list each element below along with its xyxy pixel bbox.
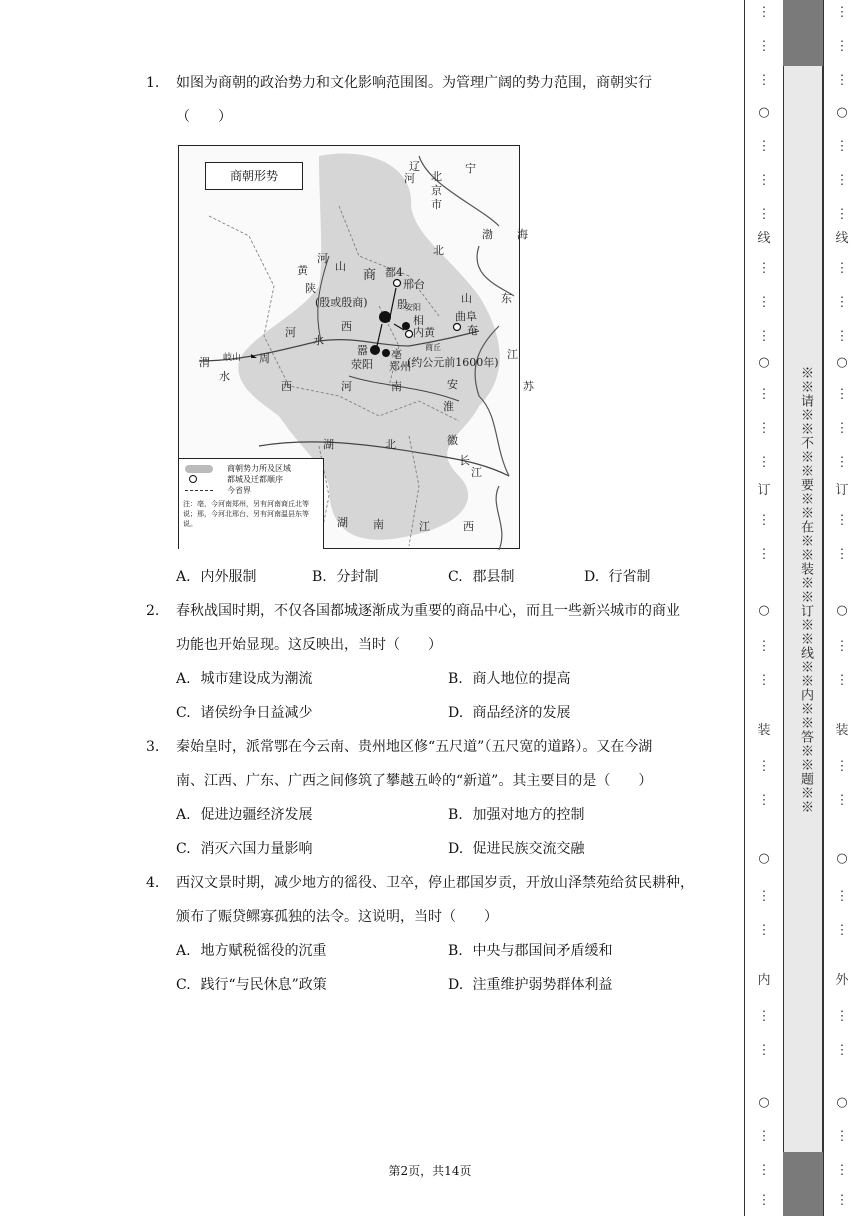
legend-item: 今省界 [227, 486, 251, 495]
map-label: 渤 [482, 228, 493, 241]
map-label: 河 [341, 380, 352, 393]
dots: ⋮ [835, 923, 849, 938]
dots: ⋮ [835, 39, 849, 54]
dots: ⋮ [835, 421, 849, 436]
dots: ⋮ [757, 1043, 771, 1058]
dots: ⋮ [757, 1129, 771, 1144]
circle-mark: ○ [758, 355, 770, 370]
binding-label: 外 [835, 973, 849, 988]
dots: ⋮ [835, 1009, 849, 1024]
option-text: 行省制 [608, 569, 651, 585]
dots: ⋮ [835, 455, 849, 470]
option-d[interactable] [584, 560, 650, 594]
map-label: 北 [385, 438, 396, 451]
option-a[interactable] [176, 662, 312, 696]
map-legend [179, 458, 324, 549]
map-label: 北 [433, 244, 444, 257]
dots: ⋮ [835, 5, 849, 20]
map-label: 安阳 [405, 303, 421, 312]
inner-binding-column [754, 0, 774, 1216]
dots: ⋮ [757, 639, 771, 654]
dots: ⋮ [757, 455, 771, 470]
dots: ⋮ [757, 1009, 771, 1024]
option-text: 加强对地方的控制 [472, 807, 585, 823]
question-stem-line: （ ） [176, 109, 232, 125]
dots: ⋮ [835, 139, 849, 154]
map-label: 西 [341, 320, 352, 333]
option-b[interactable] [448, 798, 584, 832]
dots: ⋮ [757, 547, 771, 562]
map-label: 淮 [443, 400, 454, 413]
option-label: A. [176, 671, 191, 687]
map-label: 河 [317, 252, 328, 265]
map-label: 长 [459, 454, 470, 467]
dots: ⋮ [835, 329, 849, 344]
map-label: 西 [463, 520, 474, 533]
map-label: 宁 [465, 162, 476, 175]
dots: ⋮ [835, 793, 849, 808]
question-number: 3. [146, 739, 160, 755]
option-label: B. [448, 671, 463, 687]
map-label: 湖 [323, 438, 334, 451]
map-label: 嚣 [357, 344, 368, 357]
map-title: 商朝形势 [205, 162, 303, 190]
option-b[interactable] [448, 662, 570, 696]
question-3 [146, 730, 726, 798]
binding-label: 装 [757, 723, 771, 738]
gray-block-bottom [783, 1152, 823, 1216]
question-number: 4. [146, 875, 160, 891]
question-1-options [176, 560, 696, 594]
map-label: 河 [285, 326, 296, 339]
option-text: 内外服制 [200, 569, 257, 585]
dots: ⋮ [835, 547, 849, 562]
question-stem-line: 西汉文景时期，减少地方的徭役、卫卒，停止郡国岁贡，开放山泽禁苑给贫民耕种， [176, 875, 694, 891]
map-label: 京 [431, 184, 442, 197]
dots: ⋮ [757, 329, 771, 344]
map-label: (约公元前1600年) [407, 356, 499, 369]
option-text: 诸侯纷争日益减少 [200, 705, 313, 721]
dots: ⋮ [835, 639, 849, 654]
dots: ⋮ [835, 889, 849, 904]
option-text: 商人地位的提高 [472, 671, 571, 687]
map-label: 东 [501, 292, 512, 305]
dots: ⋮ [757, 295, 771, 310]
map-label: 黄 [297, 264, 308, 277]
border-line-icon [185, 490, 213, 491]
option-c[interactable] [176, 696, 312, 730]
option-c[interactable] [448, 560, 514, 594]
option-d[interactable] [448, 968, 612, 1002]
question-3-options-row1 [176, 798, 716, 832]
legend-swatch-icon [185, 465, 213, 473]
option-text: 分封制 [336, 569, 379, 585]
map-label: 奄 [467, 324, 478, 337]
option-d[interactable] [448, 696, 570, 730]
question-1 [146, 66, 726, 134]
map-label: 江 [471, 466, 482, 479]
option-label: C. [176, 977, 191, 993]
circle-mark: ○ [758, 1095, 770, 1110]
option-c[interactable] [176, 968, 327, 1002]
option-text: 注重维护弱势群体利益 [472, 977, 613, 993]
question-4-options-row1 [176, 934, 716, 968]
map-label: 南 [391, 380, 402, 393]
map-label: 辽 [409, 160, 420, 173]
map-label: 河 [404, 172, 415, 185]
dots: ⋮ [757, 889, 771, 904]
map-label: 都4 [385, 266, 403, 279]
option-label: B. [448, 807, 463, 823]
binding-label: 订 [757, 483, 771, 498]
dots: ⋮ [757, 261, 771, 276]
question-2 [146, 594, 726, 662]
dots: ⋮ [757, 793, 771, 808]
option-d[interactable] [448, 832, 584, 866]
map-label: 徽 [447, 434, 458, 447]
binding-label: 装 [835, 723, 849, 738]
question-stem-line: 春秋战国时期，不仅各国都城逐渐成为重要的商品中心，而且一些新兴城市的商业 [176, 603, 680, 619]
question-2-options-row2 [176, 696, 716, 730]
question-stem-line: 颁布了赈贷鳏寡孤独的法令。这说明，当时（ ） [176, 909, 498, 925]
page-footer: 第2页，共14页 [388, 1164, 472, 1178]
question-4-options-row2 [176, 968, 716, 1002]
map-label: 江 [419, 520, 430, 533]
map-label: 曲阜 [455, 310, 477, 323]
map-label: 北 [431, 170, 442, 183]
question-4 [146, 866, 726, 934]
circle-mark: ○ [758, 851, 770, 866]
capital-marker-icon [189, 475, 197, 483]
map-label: 相 [413, 314, 424, 327]
dots: ⋮ [835, 759, 849, 774]
map-label: 荥阳 [351, 358, 373, 371]
map-label: 岐山 [223, 353, 242, 363]
dots: ⋮ [835, 1129, 849, 1144]
option-a[interactable] [176, 934, 326, 968]
option-label: C. [176, 841, 191, 857]
notice-text: ※※请※※不※※要※※在※※装※※订※※线※※内※※答※※题※※ [798, 366, 813, 814]
map-label: 邢台 [403, 278, 425, 291]
question-2-options-row1 [176, 662, 716, 696]
circle-mark: ○ [836, 1095, 848, 1110]
dots: ⋮ [757, 387, 771, 402]
question-number: 2. [146, 603, 160, 619]
dots: ⋮ [757, 421, 771, 436]
binding-label: 订 [835, 483, 849, 498]
option-text: 促进边疆经济发展 [200, 807, 313, 823]
binding-label: 线 [835, 231, 849, 246]
map-label: 江 [507, 348, 518, 361]
option-label: A. [176, 943, 191, 959]
shang-dynasty-map [178, 145, 534, 549]
option-a[interactable] [176, 798, 312, 832]
dots: ⋮ [757, 759, 771, 774]
question-3-options-row2 [176, 832, 716, 866]
option-text: 消灭六国力量影响 [200, 841, 313, 857]
question-number: 1. [146, 75, 160, 91]
option-label: A. [176, 807, 191, 823]
option-b[interactable] [448, 934, 612, 968]
map-label: 郑州 [389, 360, 411, 373]
option-label: A. [176, 569, 191, 585]
option-label: C. [448, 569, 463, 585]
map-label: 陕 [305, 282, 316, 295]
dots: ⋮ [835, 173, 849, 188]
option-text: 中央与郡国间矛盾缓和 [472, 943, 613, 959]
circle-mark: ○ [836, 355, 848, 370]
no-answer-notice [783, 66, 823, 1152]
map-label: 海 [517, 228, 528, 241]
dots: ⋮ [757, 673, 771, 688]
dots: ⋮ [757, 923, 771, 938]
map-label: 水 [219, 370, 230, 383]
option-c[interactable] [176, 832, 312, 866]
map-label: 渭 [199, 356, 210, 369]
dots: ⋮ [835, 387, 849, 402]
map-label: 亳 [391, 348, 402, 361]
option-text: 践行“与民休息”政策 [200, 977, 327, 993]
dots: ⋮ [835, 73, 849, 88]
option-text: 商品经济的发展 [472, 705, 571, 721]
dots: ⋮ [757, 1193, 771, 1208]
map-label: 湖 [337, 516, 348, 529]
option-b[interactable] [312, 560, 378, 594]
dots: ⋮ [757, 513, 771, 528]
dots: ⋮ [757, 1163, 771, 1178]
option-a[interactable] [176, 560, 256, 594]
option-label: D. [448, 977, 464, 993]
option-label: D. [448, 705, 464, 721]
question-stem-line: 南、江西、广东、广西之间修筑了攀越五岭的“新道”。其主要目的是（ ） [176, 773, 653, 789]
circle-mark: ○ [836, 603, 848, 618]
option-label: C. [176, 705, 191, 721]
option-label: D. [584, 569, 600, 585]
circle-mark: ○ [758, 105, 770, 120]
map-label: 殷 [397, 298, 408, 311]
circle-mark: ○ [758, 603, 770, 618]
circle-mark: ○ [836, 851, 848, 866]
option-text: 郡县制 [472, 569, 515, 585]
legend-item: 都城及迁都顺序 [227, 475, 283, 484]
dots: ⋮ [835, 513, 849, 528]
question-stem-line: 秦始皇时，派常鄂在今云南、贵州地区修“五尺道”（五尺宽的道路）。又在今湖 [176, 739, 653, 755]
map-label: 山 [461, 292, 472, 305]
map-label: 苏 [523, 380, 534, 393]
dots: ⋮ [835, 1043, 849, 1058]
dots: ⋮ [835, 1193, 849, 1208]
map-label: 周 [259, 352, 270, 365]
map-label: (殷或殷商) [315, 296, 368, 309]
option-label: B. [448, 943, 463, 959]
legend-item: 商朝势力所及区域 [227, 464, 291, 473]
question-stem-line: 功能也开始显现。这反映出，当时（ ） [176, 637, 442, 653]
legend-note: 注：亳，今河南郑州，另有河南商丘北等说；邢，今河北邢台，另有河南温县东等说。 [183, 500, 309, 528]
dots: ⋮ [757, 5, 771, 20]
dots: ⋮ [835, 1163, 849, 1178]
dots: ⋮ [757, 173, 771, 188]
map-label: 市 [431, 198, 442, 211]
option-text: 地方赋税徭役的沉重 [200, 943, 327, 959]
map-label: 山 [335, 260, 346, 273]
circle-mark: ○ [836, 105, 848, 120]
map-label: 水 [313, 334, 324, 347]
map-label: 南 [373, 518, 384, 531]
binding-label: 线 [757, 231, 771, 246]
dots: ⋮ [835, 673, 849, 688]
option-text: 促进民族交流交融 [472, 841, 585, 857]
option-label: B. [312, 569, 327, 585]
map-label: 安 [447, 378, 458, 391]
dots: ⋮ [757, 207, 771, 222]
dots: ⋮ [835, 295, 849, 310]
dots: ⋮ [757, 139, 771, 154]
dots: ⋮ [757, 73, 771, 88]
outer-binding-column [832, 0, 852, 1216]
option-text: 城市建设成为潮流 [200, 671, 313, 687]
binding-label: 内 [757, 973, 771, 988]
dots: ⋮ [757, 39, 771, 54]
dots: ⋮ [835, 261, 849, 276]
map-label: 内黄 [413, 326, 435, 339]
map-label: 商丘 [425, 343, 441, 352]
dots: ⋮ [835, 207, 849, 222]
question-stem-line: 如图为商朝的政治势力和文化影响范围图。为管理广阔的势力范围，商朝实行 [176, 75, 652, 91]
option-label: D. [448, 841, 464, 857]
gray-block-top [783, 0, 823, 66]
map-label: 西 [281, 380, 292, 393]
map-label: 商 [363, 268, 377, 283]
